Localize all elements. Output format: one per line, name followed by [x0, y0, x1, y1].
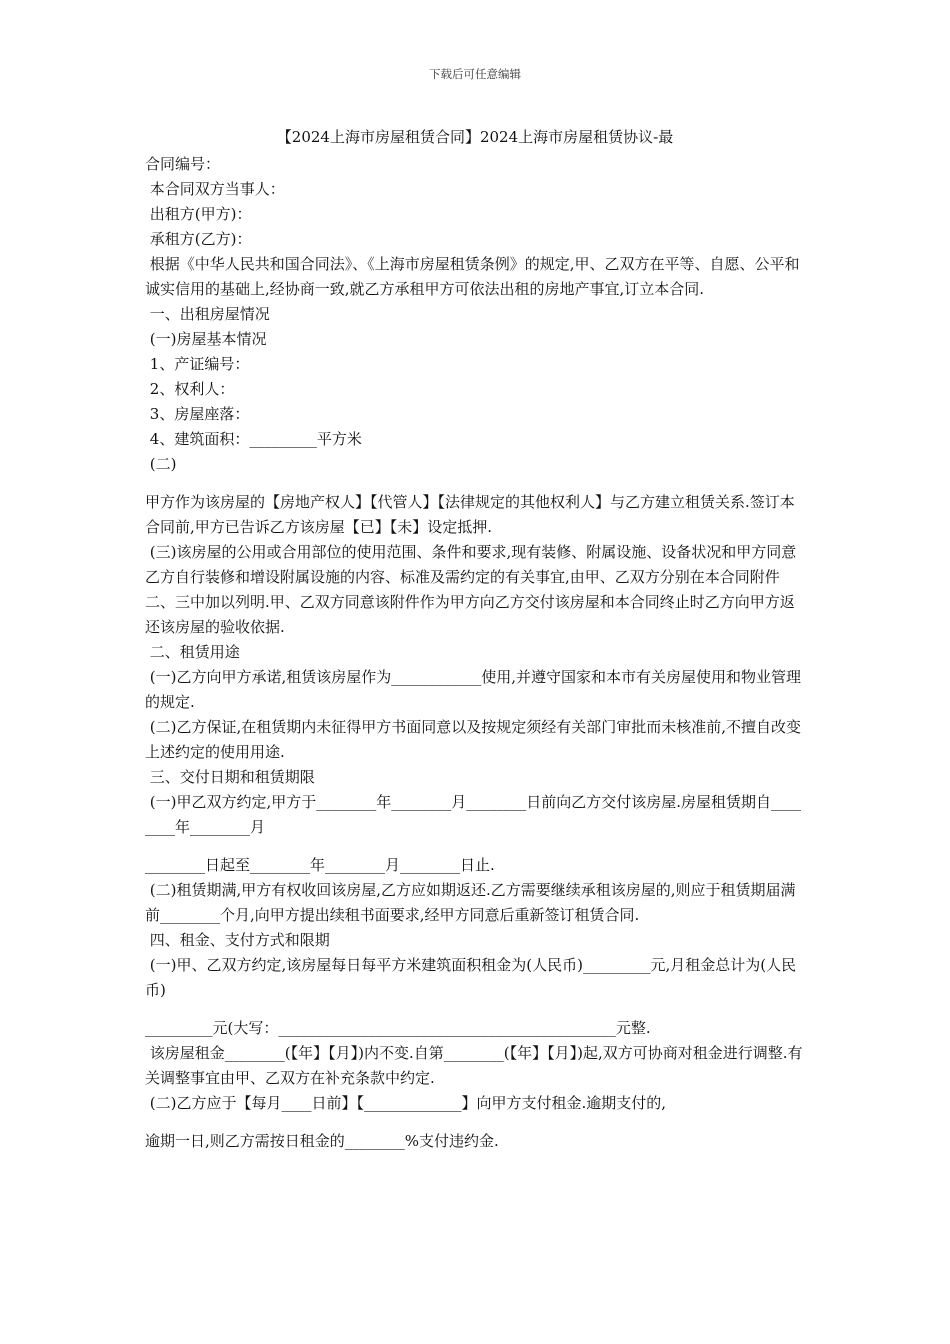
usage-paragraph-2: (二)乙方保证,在租赁期内未征得甲方书面同意以及按规定须经有关部门审批而未核准前,不擅自改变上述约定的使用用途. [145, 718, 802, 761]
item-two-label: (二) [145, 455, 177, 473]
rent-adjustment-paragraph: 该房屋租金________(【年】【月】)内不变.自第________(【年】【月】)起,双方可协商对租金进行调整.有关调整事宜由甲、乙双方在补充条款中约定. [145, 1044, 803, 1087]
payment-schedule-line: (二)乙方应于【每月____日前】【_____________】向甲方支付租金.逾期支付的, [145, 1094, 667, 1112]
lessee-line: 承租方(乙方)： [145, 230, 252, 248]
section-heading-2: 二、租赁用途 [145, 643, 240, 661]
renewal-paragraph: (二)租赁期满,甲方有权收回该房屋,乙方应如期返还.乙方需要继续承租该房屋的,则应于租赁期届满前________个月,向甲方提出续租书面要求,经甲方同意后重新签订租赁合同. [145, 881, 796, 924]
lease-end-line: ________日起至________年________月________日止. [145, 856, 495, 874]
paragraph-gap [145, 477, 805, 490]
contract-number-line: 合同编号： [145, 155, 221, 173]
header-note: 下载后可任意编辑 [429, 67, 521, 81]
paragraph-gap [145, 1003, 805, 1016]
location-line: 3、房屋座落： [145, 405, 250, 423]
certificate-number-line: 1、产证编号： [145, 355, 250, 373]
paragraph-gap [145, 1116, 805, 1129]
section-heading-1: 一、出租房屋情况 [145, 305, 270, 323]
rent-uppercase-line: _________元(大写：_____________________________________________元整. [145, 1019, 651, 1037]
usage-paragraph-1: (一)乙方向甲方承诺,租赁该房屋作为____________使用,并遵守国家和本市有关房屋使用和物业管理的规定. [145, 668, 802, 711]
section-heading-3: 三、交付日期和租赁期限 [145, 768, 315, 786]
subsection-heading: (一)房屋基本情况 [145, 330, 267, 348]
lessor-status-paragraph: 甲方作为该房屋的【房地产权人】【代管人】【法律规定的其他权利人】与乙方建立租赁关系.签订本合同前,甲方已告诉乙方该房屋【已】【未】设定抵押. [145, 493, 795, 536]
document-title: 【2024上海市房屋租赁合同】2024上海市房屋租赁协议-最 [276, 128, 674, 146]
rent-amount-paragraph: (一)甲、乙双方约定,该房屋每日每平方米建筑面积租金为(人民币)_________元,月租金总计为(人民币) [145, 956, 797, 999]
document-body [145, 152, 805, 1154]
lessor-line: 出租方(甲方)： [145, 205, 252, 223]
preamble-paragraph: 根据《中华人民共和国合同法》、《上海市房屋租赁条例》的规定,甲、乙双方在平等、自愿、公平和诚实信用的基础上,经协商一致,就乙方承租甲方可依法出租的房地产事宜,订立本合同. [145, 255, 800, 298]
paragraph-gap [145, 840, 805, 853]
owner-line: 2、权利人： [145, 380, 235, 398]
late-fee-line: 逾期一日,则乙方需按日租金的________%支付违约金. [145, 1132, 499, 1150]
delivery-paragraph: (一)甲乙双方约定,甲方于________年________月________日前向乙方交付该房屋.房屋租赁期自________年________月 [145, 793, 802, 836]
section-heading-4: 四、租金、支付方式和限期 [145, 931, 330, 949]
area-line: 4、建筑面积：_________平方米 [145, 430, 362, 448]
parties-heading: 本合同双方当事人： [145, 180, 285, 198]
shared-areas-paragraph: (三)该房屋的公用或合用部位的使用范围、条件和要求,现有装修、附属设施、设备状况和甲方同意乙方自行装修和增设附属设施的内容、标准及需约定的有关事宜,由甲、乙双方分别在本合同附件二、三中加以列明.甲、乙双方同意该附件作为甲方向乙方交付该房屋和本合同终止时乙方向甲方返还该房屋的验收依据. [145, 543, 797, 636]
